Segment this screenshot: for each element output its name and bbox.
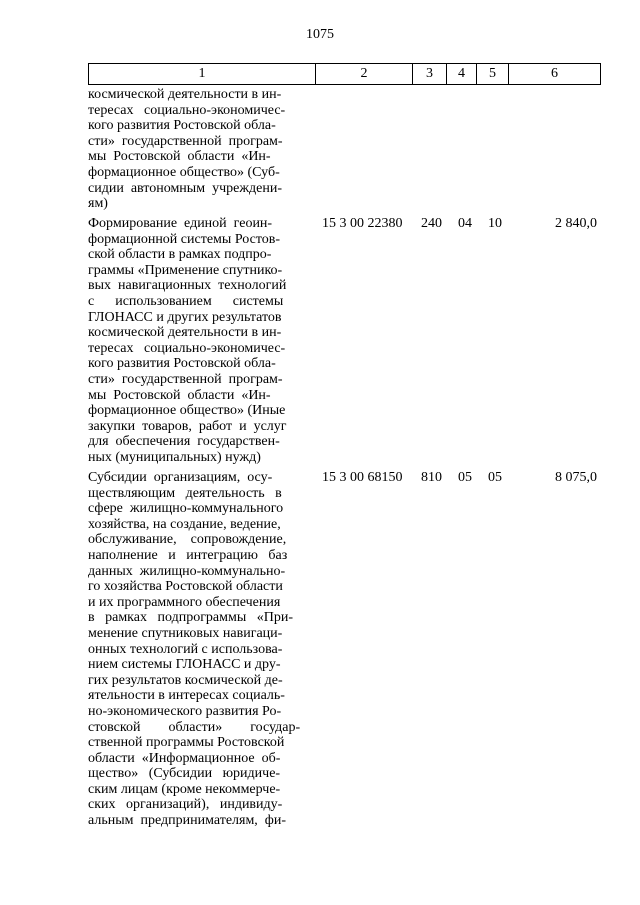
description-line: формационное общество» (Суб- <box>88 164 280 180</box>
row-code: 15 3 00 68150 <box>322 470 403 485</box>
row-description <box>88 470 310 829</box>
description-line: ГЛОНАСС и других результатов <box>88 309 282 325</box>
description-line: граммы «Применение спутнико- <box>88 262 283 278</box>
header-col-1: 1 <box>198 66 206 81</box>
description-line: ям) <box>88 196 108 212</box>
description-line: сфере жилищно-коммунального <box>88 501 284 517</box>
description-line: для обеспечения государствен- <box>88 434 280 450</box>
row-col-4: 04 <box>458 216 472 231</box>
row-col-4: 05 <box>458 470 472 485</box>
description-line: мы Ростовской области «Ин- <box>88 149 271 165</box>
description-line: обслуживание, сопровождение, <box>88 532 287 548</box>
description-line: сти» государственной програм- <box>88 371 283 387</box>
description-line: онных технологий с использова- <box>88 641 283 657</box>
row-amount: 2 840,0 <box>555 216 597 231</box>
description-line: тересах социально-экономичес- <box>88 102 286 118</box>
description-line: и их программного обеспечения <box>88 594 281 610</box>
description-line: ской области в рамках подпро- <box>88 247 272 263</box>
description-line: космической деятельности в ин- <box>88 87 282 102</box>
description-line: области «Информационное об- <box>88 750 281 766</box>
description-line: вых навигационных технологий <box>88 278 287 294</box>
description-line: альным предпринимателям, фи- <box>88 813 287 829</box>
row-col-5: 10 <box>488 216 502 231</box>
description-line: с использованием системы <box>88 293 284 309</box>
description-line: Субсидии организациям, осу- <box>88 470 273 485</box>
description-line: данных жилищно-коммунально- <box>88 563 286 579</box>
header-col-3: 3 <box>412 64 446 84</box>
description-line: но-экономического развития Ро- <box>88 703 282 719</box>
header-col-5: 5 <box>476 64 508 84</box>
row-description <box>88 216 310 466</box>
description-line: в рамках подпрограммы «При- <box>88 610 294 626</box>
description-line: кого развития Ростовской обла- <box>88 118 276 134</box>
description-line: космической деятельности в ин- <box>88 325 282 341</box>
row-col-3: 810 <box>421 470 442 485</box>
row-description <box>88 87 310 212</box>
description-line: ственной программы Ростовской <box>88 735 285 751</box>
description-line: закупки товаров, работ и услуг <box>88 418 287 434</box>
description-line: хозяйства, на создание, ведение, <box>88 516 281 532</box>
table-header <box>88 63 601 85</box>
description-line: наполнение и интеграцию баз <box>88 547 288 563</box>
row-col-5: 05 <box>488 470 502 485</box>
description-line: гих результатов космической де- <box>88 672 283 688</box>
description-line: формационное общество» (Иные <box>88 403 286 419</box>
description-line: стовской области» государ- <box>88 719 301 735</box>
description-line: ных (муниципальных) нужд) <box>88 449 261 465</box>
description-line: ских организаций), индивиду- <box>88 797 283 813</box>
description-line: кого развития Ростовской обла- <box>88 356 276 372</box>
description-line: нием системы ГЛОНАСС и дру- <box>88 657 281 673</box>
header-col-4: 4 <box>446 64 476 84</box>
description-line: ятельности в интересах социаль- <box>88 688 285 704</box>
description-line: сидии автономным учреждени- <box>88 180 282 196</box>
description-line: сти» государственной програм- <box>88 133 283 149</box>
description-line: менение спутниковых навигаци- <box>88 625 283 641</box>
row-amount: 8 075,0 <box>555 470 597 485</box>
description-line: ществляющим деятельность в <box>88 485 282 501</box>
description-line: го хозяйства Ростовской области <box>88 579 283 595</box>
description-line: формационной системы Ростов- <box>88 231 281 247</box>
page-number: 1075 <box>306 27 334 42</box>
row-code: 15 3 00 22380 <box>322 216 403 231</box>
description-line: щество» (Субсидии юридиче- <box>88 766 281 782</box>
header-col-6: 6 <box>508 64 600 84</box>
description-line: Формирование единой геоин- <box>88 216 273 231</box>
description-line: ским лицам (кроме некоммерче- <box>88 781 281 797</box>
row-col-3: 240 <box>421 216 442 231</box>
description-line: мы Ростовской области «Ин- <box>88 387 271 403</box>
header-col-2: 2 <box>315 64 412 84</box>
description-line: тересах социально-экономичес- <box>88 340 286 356</box>
